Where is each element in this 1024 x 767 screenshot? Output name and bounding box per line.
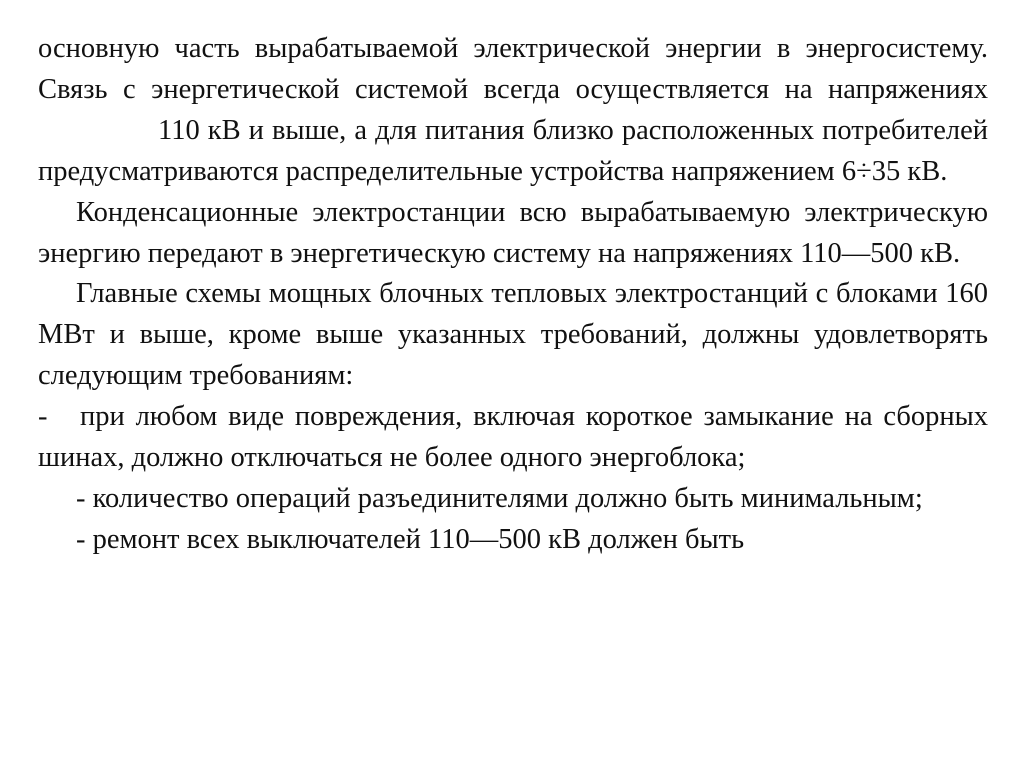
list-item-disconnector-operations: - количество операций разъединителями должно быть минимальным;	[76, 482, 923, 514]
paragraph-main-schemes: Главные схемы мощных блочных тепловых электростанций с блоками 160 МВт и выше, кроме выше указанных требований, должны удовлетворять следующим требованиям:	[38, 278, 988, 392]
paragraph-text-part-2: 110 кВ и выше, а для питания близко расположенных потребителей предусматриваются распределительные устройства напряжением 6÷35 кВ.	[38, 114, 988, 187]
paragraph-condensing-plants: Конденсационные электростанции всю вырабатываемую электрическую энергию передают в энергетическую систему на напряжениях 110—500 кВ.	[38, 196, 988, 269]
paragraph-text-part-1: основную часть вырабатываемой электрической энергии в энергосистему. Связь с энергетической системой всегда осуществляется на напряжениях	[38, 33, 988, 105]
paragraph-connection-voltages	[38, 29, 988, 193]
list-item-fault-requirement: - при любом виде повреждения, включая короткое замыкание на сборных шинах, должно отключаться не более одного энергоблока;	[38, 401, 996, 474]
document-page	[38, 29, 996, 561]
list-item-breaker-repair: - ремонт всех выключателей 110—500 кВ должен быть	[76, 523, 745, 555]
